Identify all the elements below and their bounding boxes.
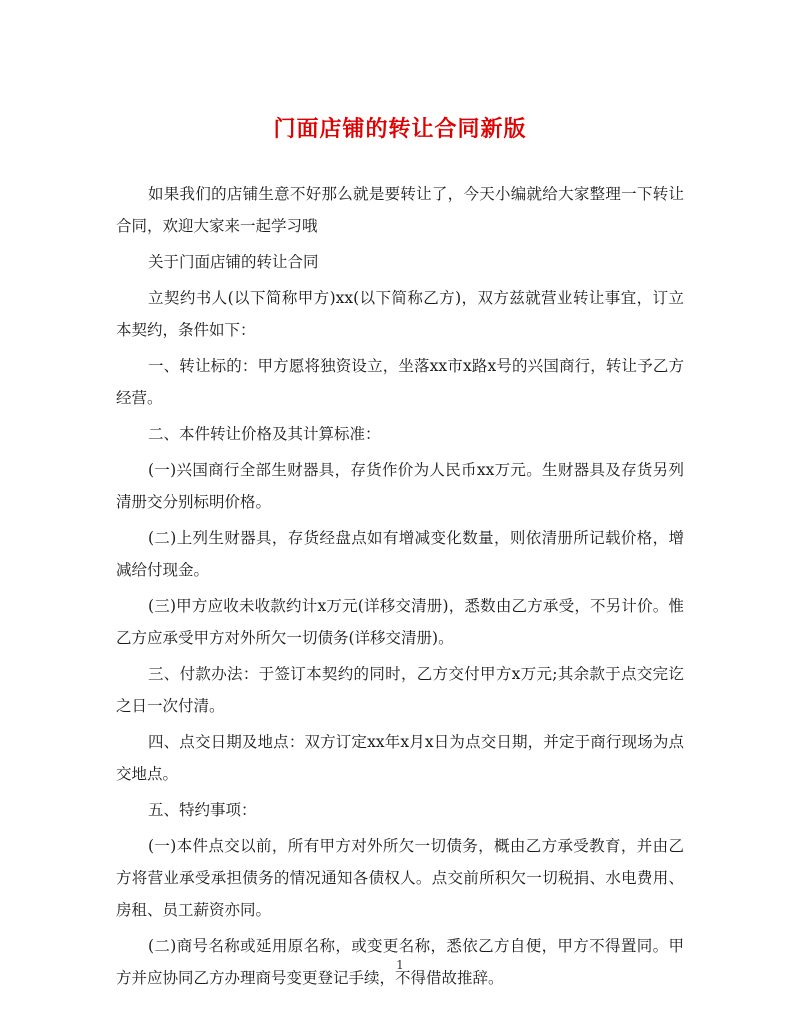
clause-5-item-1: (一)本件点交以前，所有甲方对外所欠一切债务，概由乙方承受教育，并由乙方将营业承受承担债务的情况通知各债权人。点交前所积欠一切税捐、水电费用、房租、员工薪资亦同。: [116, 837, 684, 919]
clause-2-item-3: (三)甲方应收未收款约计x万元(详移交清册)，悉数由乙方承受，不另计价。惟乙方应承受甲方对外所欠一切债务(详移交清册)。: [116, 597, 684, 647]
clause-2-item-1: (一)兴国商行全部生财器具，存货作价为人民币xx万元。生财器具及存货另列清册交分别标明价格。: [116, 461, 684, 511]
clause-5-item-2: (二)商号名称或延用原名称，或变更名称，悉依乙方自便，甲方不得置同。甲方并应协同乙方办理商号变更登记手续，不得借故推辞。: [116, 937, 684, 987]
clause-3-payment: 三、付款办法：于签订本契约的同时，乙方交付甲方x万元;其余款于点交完讫之日一次付清。: [116, 665, 684, 715]
contract-preamble: 立契约书人(以下简称甲方)xx(以下简称乙方)，双方兹就营业转让事宜，订立本契约，条件如下：: [116, 289, 684, 339]
contract-heading: 关于门面店铺的转让合同: [148, 253, 319, 271]
clause-5-heading: 五、特约事项：: [148, 801, 257, 819]
clause-2-item-2: (二)上列生财器具，存货经盘点如有增减变化数量，则依清册所记载价格，增减给付现金。: [116, 529, 684, 579]
document-body: [116, 178, 684, 998]
document-title: 门面店铺的转让合同新版: [273, 116, 527, 142]
clause-4-handover: 四、点交日期及地点：双方订定xx年x月x日为点交日期，并定于商行现场为点交地点。: [116, 733, 684, 783]
intro-paragraph: 如果我们的店铺生意不好那么就是要转让了，今天小编就给大家整理一下转让合同，欢迎大家来一起学习哦: [116, 185, 684, 235]
clause-1-transfer-subject: 一、转让标的：甲方愿将独资设立，坐落xx市x路x号的兴国商行，转让予乙方经营。: [116, 357, 684, 407]
clause-2-heading: 二、本件转让价格及其计算标准：: [148, 425, 381, 443]
page-number: 1: [396, 958, 404, 972]
